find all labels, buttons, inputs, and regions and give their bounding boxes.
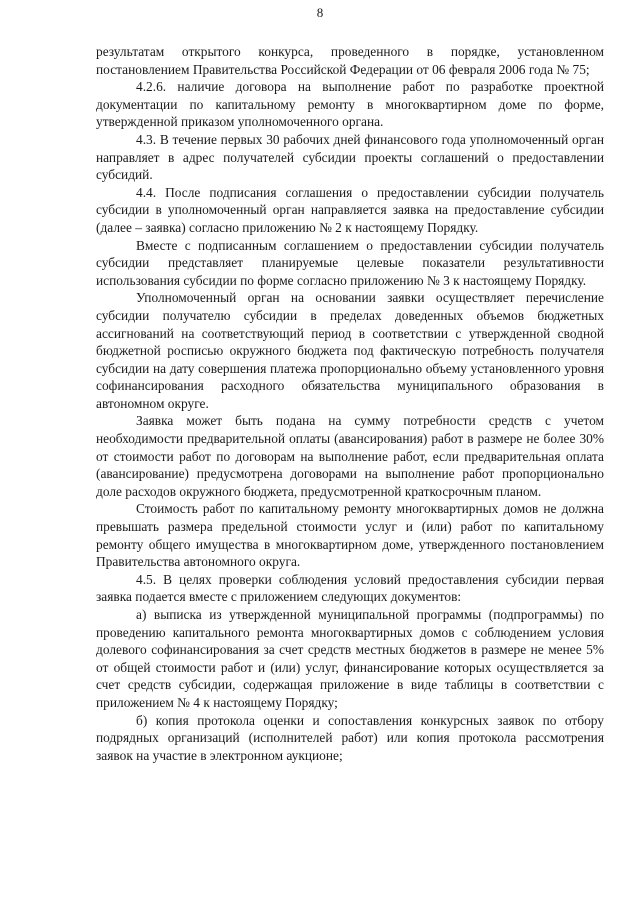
paragraph-target-indicators: Вместе с подписанным соглашением о предоставлении субсидии получатель субсидии представляет планируемые целевые показатели результативности использования субсидии по форме согласно приложению № 3 к настоящему Порядку.	[96, 237, 604, 288]
paragraph-4-2-6: 4.2.6. наличие договора на выполнение работ по разработке проектной документации по капитальному ремонту в многоквартирном доме по форме, утвержденной приказом уполномоченного органа.	[96, 79, 604, 130]
paragraph-4-3: 4.3. В течение первых 30 рабочих дней финансового года уполномоченный орган направляет в адрес получателей субсидии проекты соглашений о предоставлении субсидий.	[96, 131, 604, 183]
document-body	[96, 43, 604, 764]
paragraph-4-4: 4.4. После подписания соглашения о предоставлении субсидии получатель субсидии в уполномоченный орган направляется заявка на предоставление субсидии (далее – заявка) согласно приложению № 2 к настоящему Порядку.	[96, 184, 604, 235]
paragraph-cost-limit: Стоимость работ по капитальному ремонту многоквартирных домов не должна превышать размера предельной стоимости услуг и (или) работ по капитальному ремонту общего имущества в многоквартирном доме, утвержденного постановлением Правительства автономного округа.	[96, 501, 604, 570]
paragraph-advance-payment: Заявка может быть подана на сумму потребности средств с учетом необходимости предварительной оплаты (авансирования) работ в размере не более 30% от стоимости работ по договорам на выполнение работ, если предварительная оплата (авансирование) предусмотрена договорами на выполнение работ пропорционально доле расходов окружного бюджета, предусмотренной краткосрочным планом.	[96, 413, 604, 499]
paragraph-item-b: б) копия протокола оценки и сопоставления конкурсных заявок по отбору подрядных организаций (исполнителей работ) или копия протокола рассмотрения заявок на участие в электронном аукционе;	[96, 712, 604, 763]
paragraph-continuation: результатам открытого конкурса, проведенного в порядке, установленном постановлением Правительства Российской Федерации от 06 февраля 2006 года № 75;	[96, 44, 604, 77]
page-number: 8	[316, 5, 324, 20]
paragraph-subsidy-transfer: Уполномоченный орган на основании заявки осуществляет перечисление субсидии получателю субсидии в пределах доведенных объемов бюджетных ассигнований на соответствующий период в соответствии с утвержденной сводной бюджетной росписью окружного бюджета под фактическую потребность получателя субсидии на дату совершения платежа пропорционально объему установленного уровня софинансирования расходного обязательства муниципального образования в автономном округе.	[96, 290, 604, 411]
paragraph-4-5: 4.5. В целях проверки соблюдения условий предоставления субсидии первая заявка подается вместе с приложением следующих документов:	[96, 571, 604, 605]
paragraph-item-a: а) выписка из утвержденной муниципальной программы (подпрограммы) по проведению капитального ремонта многоквартирных домов с соблюдением условия долевого софинансирования за счет средств местных бюджетов в размере не менее 5% от общей стоимости работ и (или) услуг, финансирование которых осуществляется за счет средств субсидии, содержащая приложение в виде таблицы в соответствии с приложением № 4 к настоящему Порядку;	[96, 607, 604, 710]
